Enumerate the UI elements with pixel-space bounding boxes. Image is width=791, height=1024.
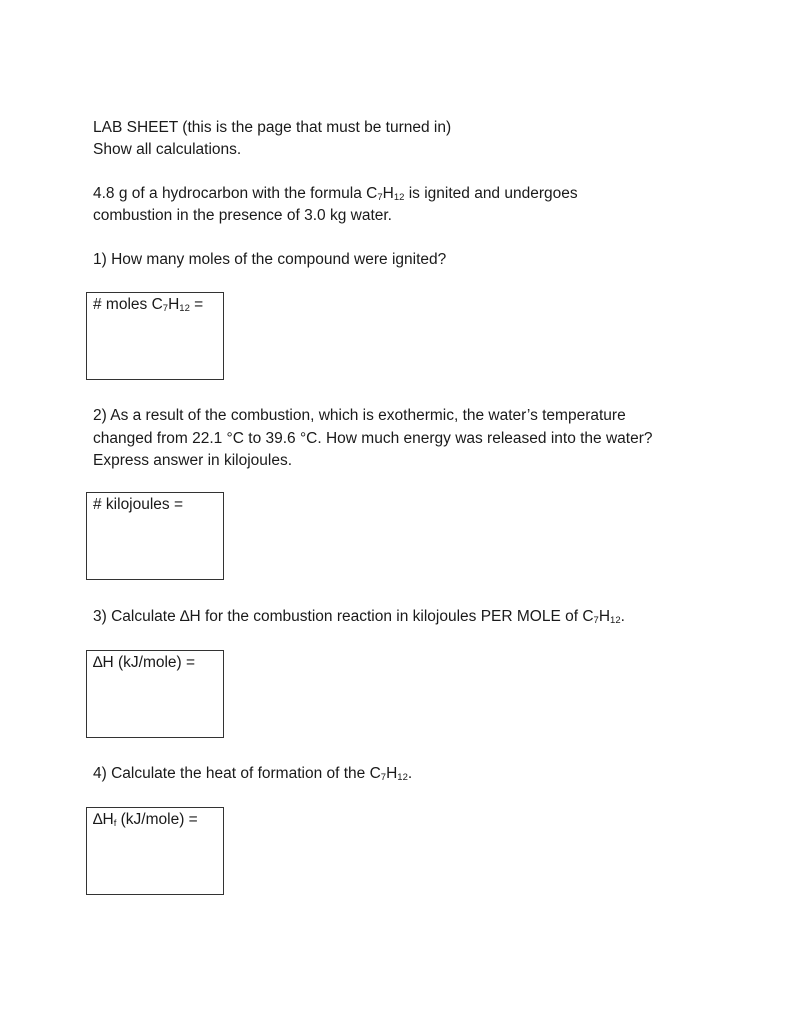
- question-2-line-3: Express answer in kilojoules.: [93, 452, 293, 469]
- question-2-line-2: changed from 22.1 °C to 39.6 °C. How much energy was released into the water?: [93, 430, 653, 447]
- answer-box-moles[interactable]: [86, 292, 224, 380]
- label-text: # moles C: [93, 296, 163, 313]
- label-text: (kJ/mole) =: [116, 811, 198, 828]
- answer-box-delta-h[interactable]: [86, 650, 224, 738]
- problem-text: is ignited and undergoes: [404, 185, 578, 202]
- formula-subscript: 7: [380, 772, 387, 783]
- formula-subscript: 7: [593, 615, 599, 626]
- question-4: [93, 763, 412, 785]
- formula-subscript: 12: [610, 615, 621, 626]
- formula-text: H: [598, 608, 611, 625]
- formula-text: H: [168, 296, 180, 313]
- problem-text: 4.8 g of a hydrocarbon with the formula C: [93, 185, 378, 202]
- formula-text: H: [382, 185, 394, 202]
- question-3: [93, 606, 625, 628]
- formula-subscript: 12: [179, 303, 190, 314]
- formula-subscript: 12: [397, 772, 408, 783]
- question-2-line-1: 2) As a result of the combustion, which is exothermic, the water’s temperature: [93, 407, 626, 424]
- answer-label-moles: [93, 294, 203, 316]
- question-1: 1) How many moles of the compound were ignited?: [93, 251, 447, 268]
- formula-subscript: 7: [162, 303, 169, 314]
- formula-subscript: 12: [393, 192, 405, 203]
- answer-label-kilojoules: # kilojoules =: [93, 496, 184, 513]
- problem-statement-line-1: [93, 183, 578, 205]
- answer-label-delta-h: ∆H (kJ/mole) =: [93, 654, 196, 671]
- formula-subscript: f: [113, 818, 117, 829]
- label-text: ∆H: [93, 811, 114, 828]
- answer-box-heat-of-formation[interactable]: [86, 807, 224, 895]
- instruction-text: Show all calculations.: [93, 141, 242, 158]
- question-text: 4) Calculate the heat of formation of the C: [93, 765, 381, 782]
- formula-subscript: 7: [377, 192, 383, 203]
- problem-statement-line-2: combustion in the presence of 3.0 kg water.: [93, 207, 392, 224]
- answer-label-heat-of-formation: [93, 809, 198, 831]
- answer-box-kilojoules[interactable]: [86, 492, 224, 580]
- formula-text: H: [386, 765, 398, 782]
- question-text: .: [407, 765, 413, 782]
- question-text: 3) Calculate ∆H for the combustion reaction in kilojoules PER MOLE of C: [93, 608, 594, 625]
- question-text: .: [620, 608, 625, 625]
- lab-sheet-title: LAB SHEET (this is the page that must be turned in): [93, 119, 452, 136]
- label-text: =: [189, 296, 204, 313]
